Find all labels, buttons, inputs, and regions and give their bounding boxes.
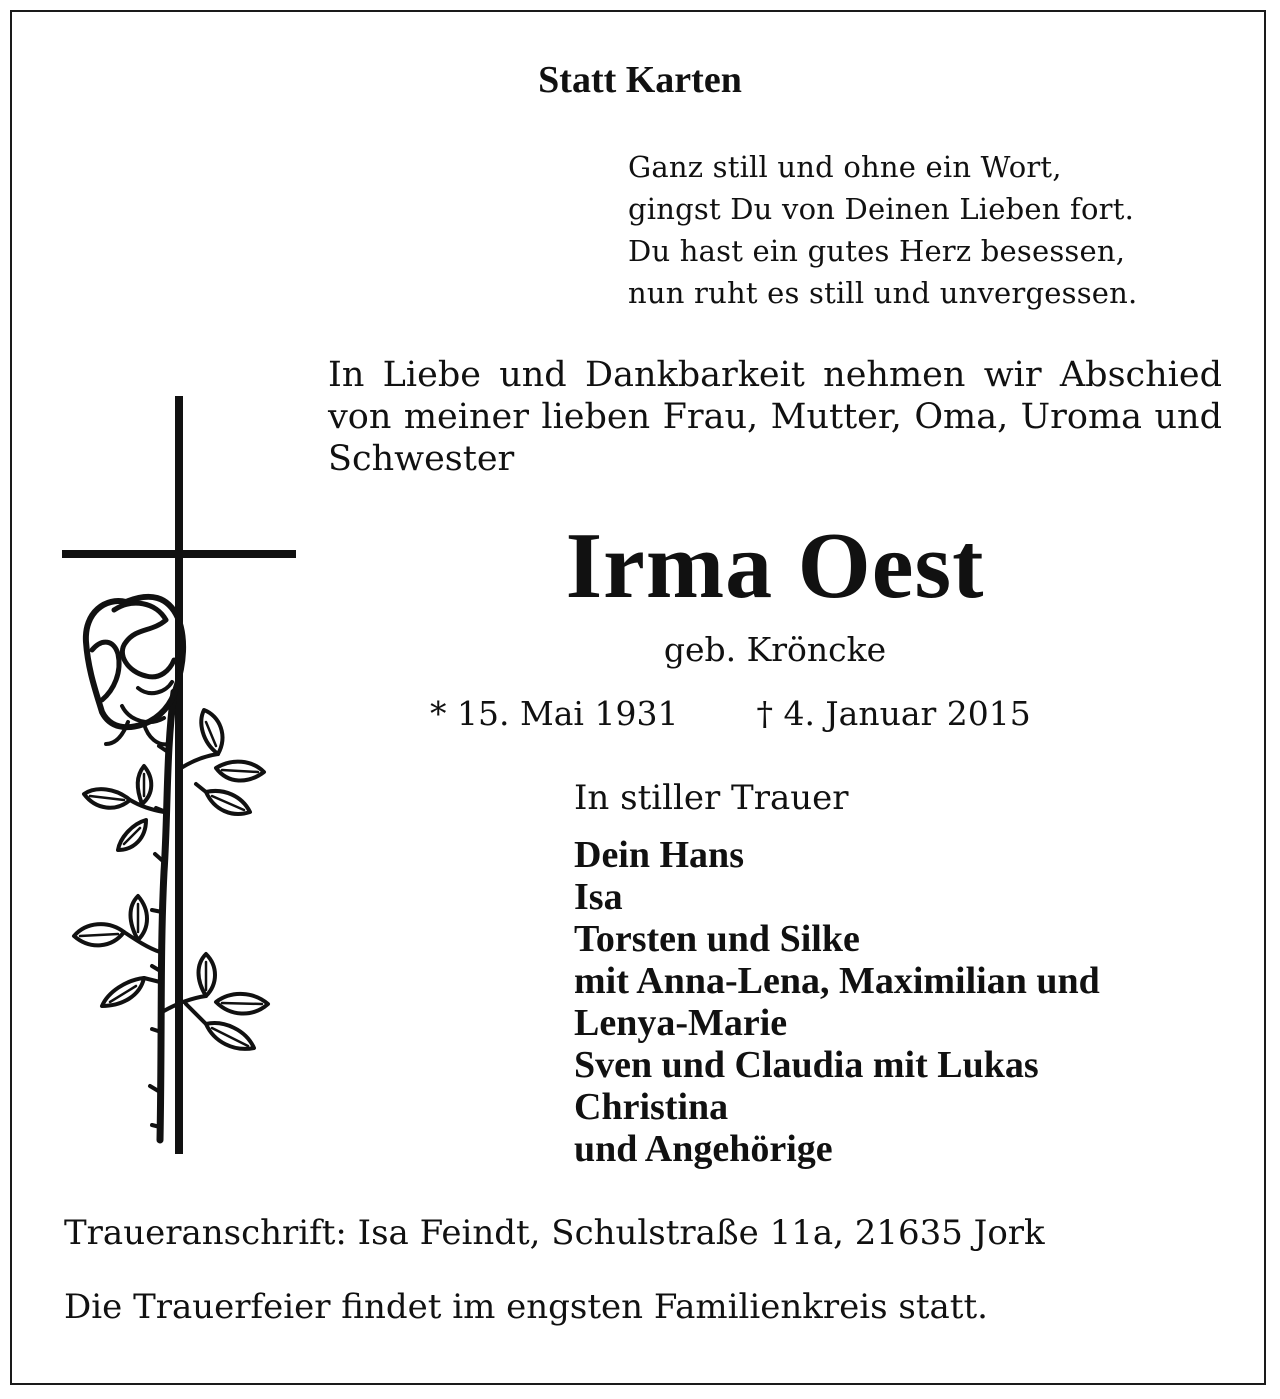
deceased-name: Irma Oest (565, 514, 985, 618)
poem-line: nun ruht es still und unvergessen. (628, 276, 1138, 310)
intro-text: In Liebe und Dankbarkeit nehmen wir Abschied von meiner lieben Frau, Mutter, Oma, Uroma und Schwester (328, 355, 1222, 479)
mourner-line: und Angehörige (574, 1128, 833, 1170)
mourner-line: Dein Hans (574, 834, 744, 876)
poem-line: Du hast ein gutes Herz besessen, (628, 234, 1126, 268)
mourners-list (574, 834, 1100, 1170)
poem-line: Ganz still und ohne ein Wort, (628, 150, 1062, 184)
mourner-line: Lenya-Marie (574, 1002, 788, 1044)
life-dates (430, 692, 1031, 736)
cross-with-rose-icon (56, 392, 306, 1162)
mourning-address: Traueranschrift: Isa Feindt, Schulstraße 11a, 21635 Jork (64, 1213, 1045, 1253)
mourner-line: mit Anna-Lena, Maximilian und (574, 960, 1100, 1002)
birth-date: * 15. Mai 1931 (430, 694, 679, 733)
maiden-name: geb. Kröncke (663, 630, 887, 669)
ceremony-note: Die Trauerfeier findet im engsten Familienkreis statt. (64, 1287, 988, 1327)
mourner-line: Sven und Claudia mit Lukas (574, 1044, 1039, 1086)
mourner-line: Isa (574, 876, 623, 918)
poem (628, 146, 1137, 314)
mourner-line: Torsten und Silke (574, 918, 860, 960)
mourning-intro: In stiller Trauer (574, 778, 849, 818)
death-date: † 4. Januar 2015 (756, 694, 1031, 733)
notice-header: Statt Karten (538, 59, 742, 101)
poem-line: gingst Du von Deinen Lieben fort. (628, 192, 1134, 226)
mourner-line: Christina (574, 1086, 729, 1128)
